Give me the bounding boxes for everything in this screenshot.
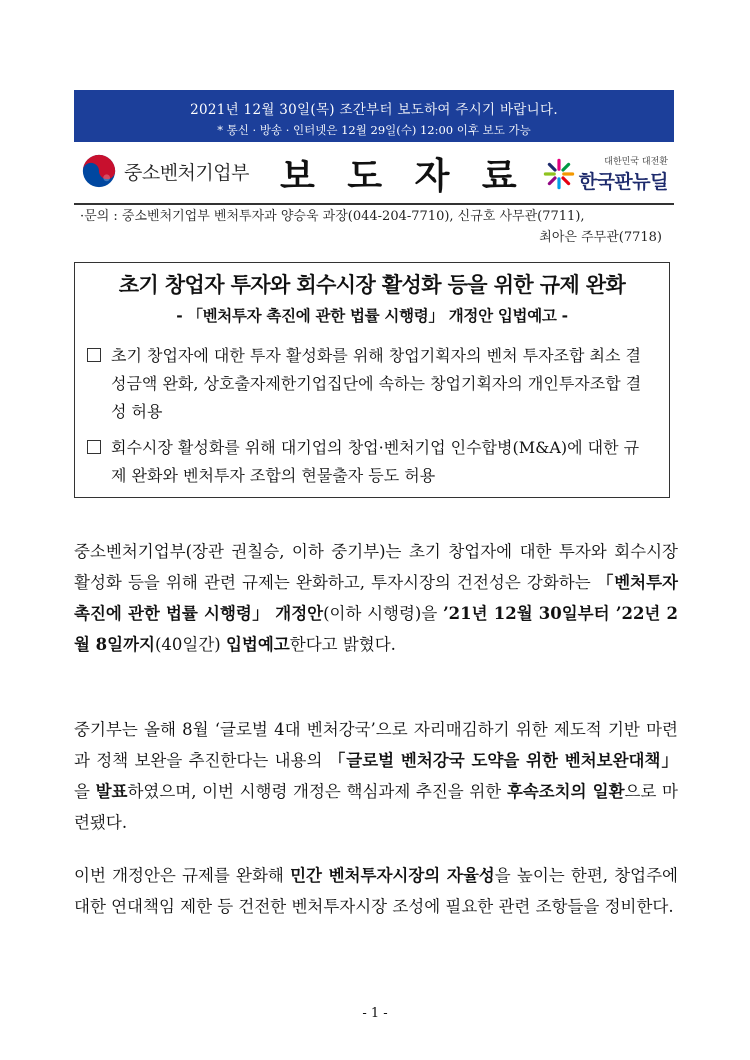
- text: 을: [74, 782, 96, 801]
- text: 이번 개정안은 규제를 완화해: [74, 866, 291, 885]
- text: (이하 시행령)을: [323, 604, 443, 623]
- ministry-name: 중소벤처기업부: [124, 161, 249, 184]
- embargo-banner: [74, 90, 674, 142]
- checkbox-square-icon: [87, 348, 101, 362]
- bold-text: 후속조치의 일환: [506, 782, 625, 801]
- newdeal-star-icon: [543, 158, 575, 190]
- text: (40일간): [154, 635, 226, 654]
- embargo-line1: 2021년 12월 30일(목) 조간부터 보도하여 주시기 바랍니다.: [190, 102, 558, 118]
- body-paragraph-1: [74, 536, 678, 660]
- text: 한다고 밝혔다.: [289, 635, 396, 654]
- document-type-title: 보 도 자 료: [280, 155, 527, 197]
- text: 하였으며, 이번 시행령 개정은 핵심과제 추진을 위한: [127, 782, 507, 801]
- page-number: - 1 -: [362, 1006, 388, 1021]
- summary-box: [74, 262, 670, 498]
- body-paragraph-3: [74, 860, 678, 922]
- bold-text: 입법예고: [225, 635, 290, 654]
- ministry-logo: [82, 154, 249, 188]
- checkbox-square-icon: [87, 440, 101, 454]
- taegeuk-emblem-icon: [82, 154, 116, 188]
- headline: 초기 창업자 투자와 회수시장 활성화 등을 위한 규제 완화: [118, 273, 626, 297]
- bold-text: 민간 벤처투자시장의 자율성: [290, 866, 495, 885]
- text: 을 높이는 한편, 창업주에 대한 연대책임 제한 등 건전한 벤처투자시장 조성에 필요한 관련 조항들을 정비한다.: [74, 866, 678, 916]
- summary-bullet-text: 초기 창업자에 대한 투자 활성화를 위해 창업기획자의 벤처 투자조합 최소 결성금액 완화, 상호출자제한기업집단에 속하는 창업기획자의 개인투자조합 결성 허용: [111, 346, 642, 421]
- bold-text: 「벤처투자 촉진에 관한 법률 시행령」 개정안: [74, 573, 678, 623]
- summary-bullet-text: 회수시장 활성화를 위해 대기업의 창업·벤처기업 인수합병(M&A)에 대한 규제 완화와 벤처투자 조합의 현물출자 등도 허용: [111, 438, 640, 485]
- bold-text: 「글로벌 벤처강국 도약을 위한 벤처보완대책」: [328, 751, 678, 770]
- contact-line1: ·문의 : 중소벤처기업부 벤처투자과 양승욱 과장(044-204-7710), 신규호 사무관(7711),: [80, 209, 585, 224]
- summary-bullet: [87, 342, 653, 426]
- subheadline: - 「벤처투자 촉진에 관한 법률 시행령」 개정안 입법예고 -: [176, 307, 568, 325]
- text: 중기부는 올해 8월 ‘글로벌 4대 벤처강국’으로 자리매김하기 위한 제도적 기반 마련과 정책 보완을 추진한다는 내용의: [74, 720, 678, 770]
- header-divider: [74, 203, 674, 205]
- brand-name: 한국판뉴딜: [578, 171, 668, 193]
- text: 중소벤처기업부(장관 권칠승, 이하 중기부)는 초기 창업자에 대한 투자와 회수시장 활성화 등을 위해 관련 규제는 완화하고, 투자시장의 건전성은 강화하는: [74, 542, 678, 592]
- newdeal-logo: [543, 154, 668, 194]
- body-paragraph-2: [74, 714, 678, 838]
- summary-bullet: [87, 434, 653, 490]
- brand-tagline: 대한민국 대전환: [604, 157, 668, 167]
- contact-info: [80, 206, 668, 248]
- bold-text: ’21년 12월 30일부터 ’22년 2월 8일까지: [74, 604, 678, 654]
- press-release-header: [74, 146, 674, 202]
- text: 으로 마련됐다.: [74, 782, 678, 832]
- embargo-line2: * 통신 · 방송 · 인터넷은 12월 29일(수) 12:00 이후 보도 가능: [217, 123, 531, 137]
- contact-line2: 최아은 주무관(7718): [539, 230, 662, 245]
- bold-text: 발표: [95, 782, 128, 801]
